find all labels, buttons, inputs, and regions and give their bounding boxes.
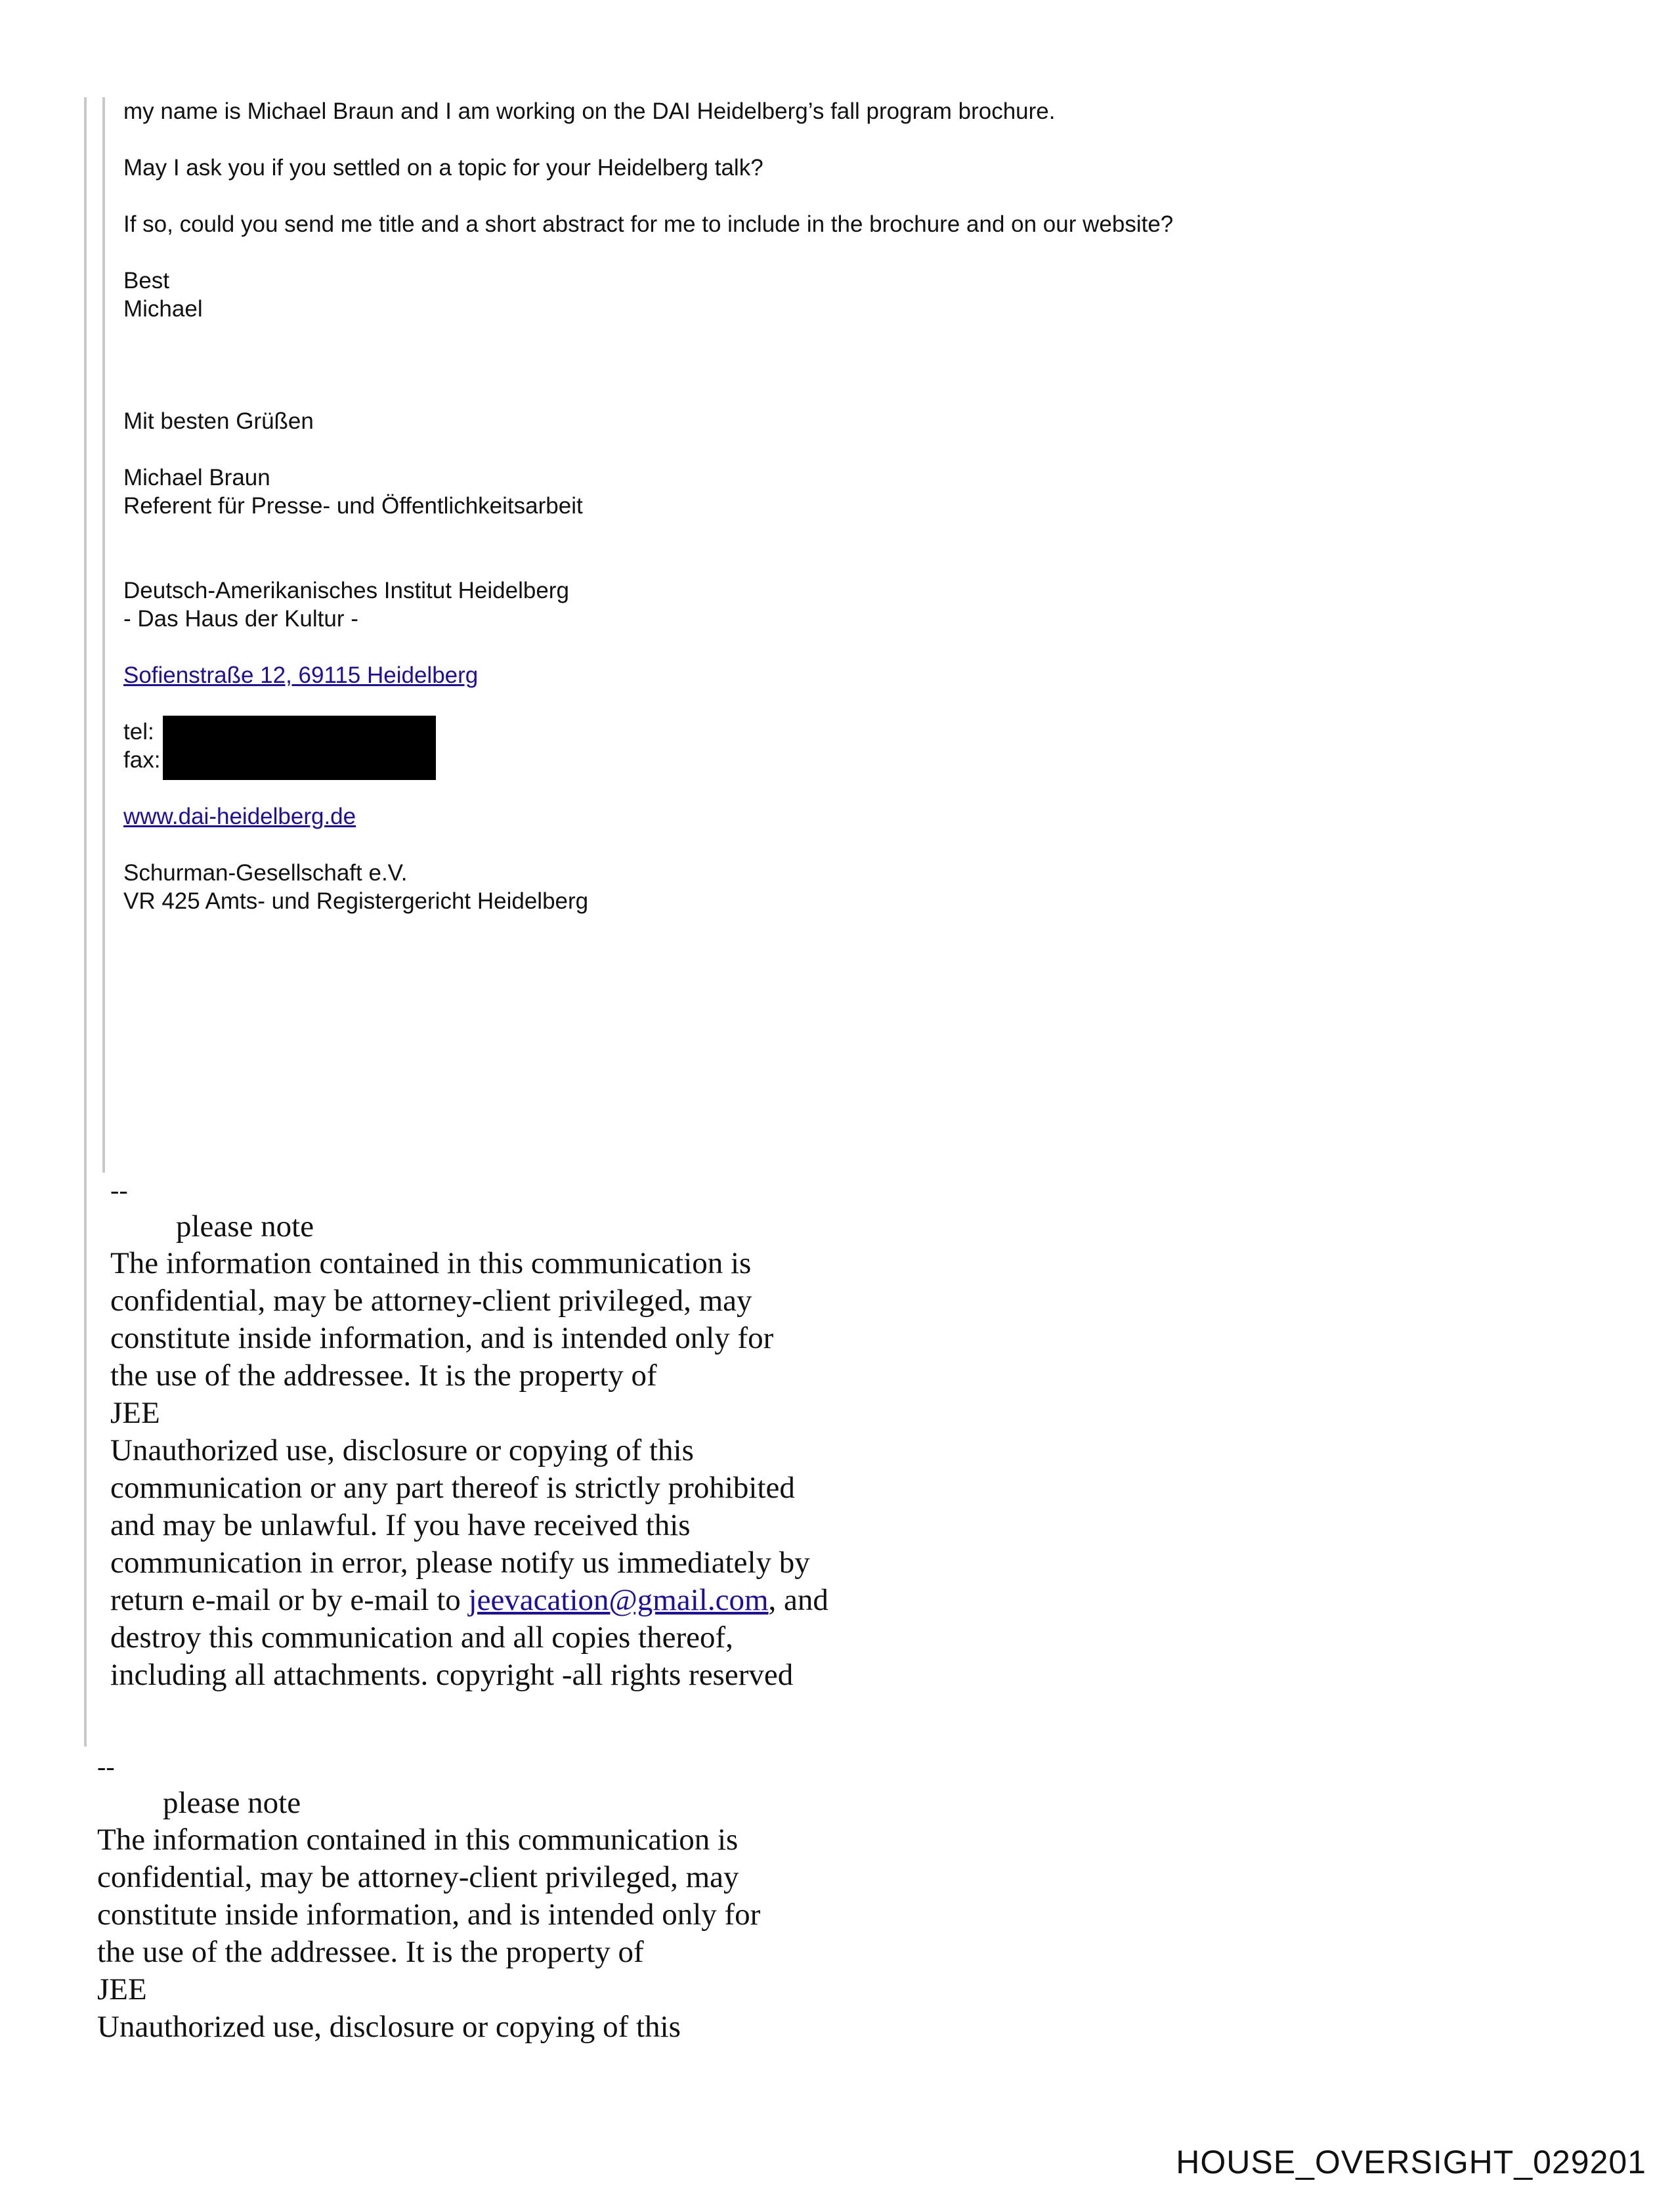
quoted-email-suffix: , and xyxy=(768,1583,828,1617)
signature-greeting: Mit besten Grüßen xyxy=(123,408,314,434)
email-body-line-3: If so, could you send me title and a short abstract for me to include in the brochure and on our website? xyxy=(123,211,1174,237)
quoted-email-line xyxy=(110,1582,828,1619)
fax-label: fax: xyxy=(123,747,161,773)
quoted-line: constitute inside information, and is intended only for xyxy=(110,1321,774,1355)
quoted-line: and may be unlawful. If you have received this xyxy=(110,1508,691,1542)
signature-registry: VR 425 Amts- und Registergericht Heidelberg xyxy=(123,888,589,914)
tel-label: tel: xyxy=(123,719,154,745)
website-line xyxy=(123,802,356,831)
outer-line: constitute inside information, and is intended only for xyxy=(97,1898,761,1932)
quoted-line: confidential, may be attorney-client privileged, may xyxy=(110,1284,752,1318)
email-body-line-2: May I ask you if you settled on a topic for your Heidelberg talk? xyxy=(123,155,763,181)
outer-line: The information contained in this communication is xyxy=(97,1823,739,1857)
email-body-line-1: my name is Michael Braun and I am working on the DAI Heidelberg’s fall program brochure. xyxy=(123,98,1056,124)
document-id: HOUSE_OVERSIGHT_029201 xyxy=(1176,2144,1646,2180)
outer-heading: please note xyxy=(163,1786,301,1820)
quoted-heading: please note xyxy=(176,1209,314,1244)
outer-separator: -- xyxy=(97,1752,115,1781)
quoted-separator: -- xyxy=(110,1175,128,1205)
email-signoff-name: Michael xyxy=(123,296,203,322)
inner-quote-bar xyxy=(102,97,105,1173)
quoted-line: communication or any part thereof is strictly prohibited xyxy=(110,1471,795,1505)
quoted-line: including all attachments. copyright -all rights reserved xyxy=(110,1658,794,1692)
signature-org-tagline: - Das Haus der Kultur - xyxy=(123,606,358,632)
redaction-box xyxy=(163,716,436,780)
address-link[interactable]: Sofienstraße 12, 69115 Heidelberg xyxy=(123,662,479,688)
quoted-line: JEE xyxy=(110,1396,160,1430)
outer-line: JEE xyxy=(97,1972,147,2006)
quoted-email-link[interactable]: jeevacation@gmail.com xyxy=(468,1583,769,1617)
outer-line: confidential, may be attorney-client privileged, may xyxy=(97,1860,739,1894)
quoted-line: destroy this communication and all copies thereof, xyxy=(110,1620,733,1655)
quoted-line: Unauthorized use, disclosure or copying of this xyxy=(110,1433,694,1467)
signature-name: Michael Braun xyxy=(123,465,270,490)
quoted-line: the use of the addressee. It is the property of xyxy=(110,1358,657,1393)
quoted-line: The information contained in this communication is xyxy=(110,1246,752,1280)
quoted-email-prefix: return e-mail or by e-mail to xyxy=(110,1583,469,1617)
signature-society: Schurman-Gesellschaft e.V. xyxy=(123,860,408,886)
address-line xyxy=(123,661,478,689)
quoted-line: communication in error, please notify us immediately by xyxy=(110,1546,810,1580)
outer-line: the use of the addressee. It is the property of xyxy=(97,1935,644,1969)
outer-quote-bar xyxy=(84,97,87,1746)
website-link[interactable]: www.dai-heidelberg.de xyxy=(123,804,356,829)
email-closing: Best xyxy=(123,268,170,293)
outer-line: Unauthorized use, disclosure or copying of this xyxy=(97,2010,681,2044)
signature-org: Deutsch-Amerikanisches Institut Heidelberg xyxy=(123,578,569,603)
signature-role: Referent für Presse- und Öffentlichkeitsarbeit xyxy=(123,493,583,519)
